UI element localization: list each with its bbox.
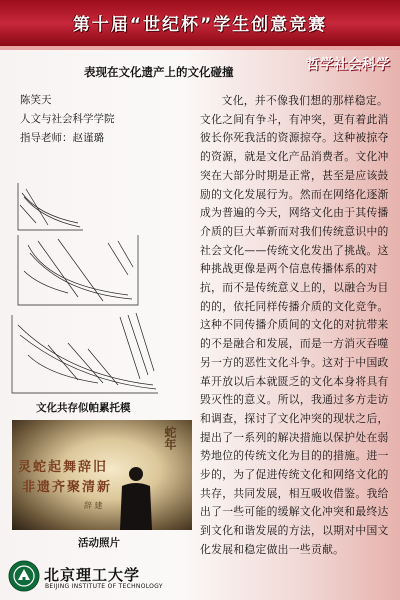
body-text	[200, 92, 390, 560]
author-advisor: 指导老师：赵谨璐	[20, 132, 104, 144]
school-name-en: BEIJING INSTITUTE OF TECHNOLOGY	[45, 583, 163, 590]
person-figure	[116, 464, 156, 530]
photo-calligraphy-line1: 灵蛇起舞辞旧	[18, 460, 109, 475]
paper-title: 表现在文化遗产上的文化碰撞	[84, 65, 234, 79]
diagram-panel-middle	[18, 235, 138, 305]
photo-small-text: 辞 建	[84, 501, 103, 510]
university-logo-icon	[8, 560, 40, 592]
header-banner	[0, 0, 400, 46]
header-title: 第十届“世纪杯”学生创意竞赛	[72, 15, 328, 35]
activity-photo	[12, 420, 192, 530]
diagram-caption: 文化共存似帕累托模	[36, 402, 131, 414]
photo-caption: 活动照片	[78, 537, 120, 549]
diagram-panel-top	[18, 183, 83, 230]
diagram-panel-bottom	[12, 313, 158, 393]
photo-calligraphy-line2: 非遗齐聚清新	[22, 480, 113, 495]
photo-wall-glyph: 蛇年	[163, 426, 177, 450]
pareto-diagram	[8, 175, 198, 395]
author-name: 陈笑天	[20, 94, 52, 106]
school-name-cn: 北京理工大学	[44, 566, 141, 584]
author-school: 人文与社会科学学院	[20, 113, 115, 125]
section-tag: 哲学社会科学	[306, 57, 390, 73]
header-divider	[0, 46, 400, 50]
body-paragraph: 文化，并不像我们想的那样稳定。文化之间有争斗，有冲突，更有着此消彼长你死我活的资源掠夺。这种被掠夺的资源，就是文化产品消费者。文化冲突在大部分时期是正常，甚至是应该鼓励的文化发展行为。然而在网络化逐渐成为普遍的今天，网络文化由于其传播介质的巨大革新而对我们传统意识中的社会文化——传统文化发出了挑战。这种挑战更像是两个信息传播体系的对抗，而不是传统意义上的，以融合为目的的，依托同样传播介质的文化竞争。这种不同传播介质间的文化的对抗带来的不是融合和发展，而是一方消灭吞噬另一方的恶性文化斗争。这对于中国政革开放以后本就匮乏的文化本身将具有毁灭性的意义。所以，我通过多方走访和调查，探讨了文化冲突的现状之后，提出了一系列的解决措施以保护处在弱势地位的传统文化为目的的措施。进一步的，为了促进传统文化和网络文化的共存，共同发展，相互吸收借鉴。我给出了一些可能的缓解文化冲突和最终达到文化和谐发展的方法，以期对中国文化发展和稳定做出一些贡献。	[200, 94, 389, 556]
